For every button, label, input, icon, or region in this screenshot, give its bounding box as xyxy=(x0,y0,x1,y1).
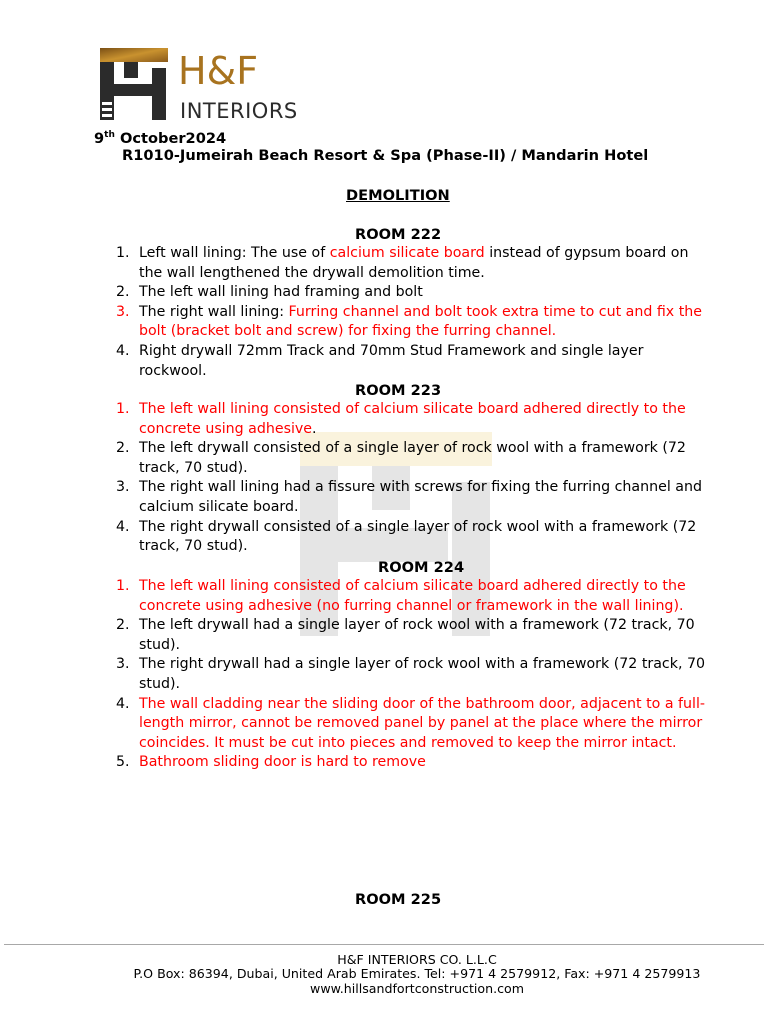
list-number: 5. xyxy=(116,754,130,771)
list-number: 3. xyxy=(116,656,130,673)
document-date: 9th October2024 xyxy=(94,130,227,147)
section-title: DEMOLITION xyxy=(346,187,450,204)
footer-website[interactable]: www.hillsandfortconstruction.com xyxy=(310,980,524,996)
list-item xyxy=(0,342,709,381)
room-heading: ROOM 224 xyxy=(378,559,465,576)
hf-logo-mark xyxy=(98,46,308,122)
list-number: 2. xyxy=(116,284,130,301)
list-item xyxy=(0,303,709,342)
list-number: 1. xyxy=(116,578,130,594)
list-number: 4. xyxy=(116,342,130,359)
list-number: 3. xyxy=(116,479,130,496)
item-text: The right drywall consisted of a single layer of rock wool with a framework (72 track, 70 stud). xyxy=(139,518,697,555)
list-number: 4. xyxy=(116,518,130,535)
highlighted-text: The left wall lining consisted of calcium silicate board adhered directly to the concrete using adhesive (no furring channel or framework in the wall lining). xyxy=(139,578,686,614)
item-text: instead of gypsum board on the wall lengthened the drywall demolition time. xyxy=(139,245,689,281)
list-number: 4. xyxy=(116,695,130,712)
footer-divider xyxy=(4,944,764,945)
list-number: 3. xyxy=(116,303,130,320)
list-number: 1. xyxy=(116,245,130,261)
list-number: 2. xyxy=(116,617,130,634)
list-item xyxy=(0,518,709,557)
footer-address: P.O Box: 86394, Dubai, United Arab Emirates. Tel: +971 4 2579912, Fax: +971 4 2579913 xyxy=(133,966,701,982)
item-text: Left wall lining: The use of xyxy=(139,245,330,261)
list-item xyxy=(0,439,709,478)
highlighted-text: The left wall lining consisted of calcium silicate board adhered directly to the concrete using adhesive xyxy=(139,401,686,437)
logo-wordmark: H&F xyxy=(178,49,259,93)
item-text: The right wall lining had a fissure with screws for fixing the furring channel and calcium silicate board. xyxy=(139,479,702,515)
list-item xyxy=(0,655,709,694)
page-footer xyxy=(0,953,768,996)
list-item xyxy=(0,283,709,303)
item-text: The left drywall consisted of a single layer of rock wool with a framework (72 track, 70 stud). xyxy=(139,440,686,476)
highlighted-text: calcium silicate board xyxy=(329,245,485,261)
room-224-list xyxy=(0,577,709,773)
highlighted-text: The wall cladding near the sliding door of the bathroom door, adjacent to a full-length mirror, cannot be removed panel by panel at the place where the mirror coincides. It must be cut into pieces and removed to keep the mirror intact. xyxy=(139,695,706,751)
list-number: 1. xyxy=(116,401,130,417)
room-heading: ROOM 225 xyxy=(355,891,442,908)
item-text: The left drywall had a single layer of rock wool with a framework (72 track, 70 stud). xyxy=(139,617,695,653)
list-item xyxy=(0,753,709,773)
list-item xyxy=(0,244,709,283)
highlighted-text: Bathroom sliding door is hard to remove xyxy=(139,754,426,771)
list-number: 2. xyxy=(116,440,130,457)
item-text: The right wall lining: xyxy=(139,303,289,320)
project-title: R1010-Jumeirah Beach Resort & Spa (Phase-II) / Mandarin Hotel xyxy=(122,147,649,164)
footer-company: H&F INTERIORS CO. L.L.C xyxy=(337,952,497,967)
company-logo xyxy=(98,46,308,122)
room-heading: ROOM 222 xyxy=(355,226,442,243)
list-item xyxy=(0,400,709,439)
list-item xyxy=(0,695,709,754)
room-223-list xyxy=(0,400,709,557)
highlighted-text: Furring channel and bolt took extra time to cut and fix the bolt (bracket bolt and screw) for fixing the furring channel. xyxy=(139,303,702,340)
list-item xyxy=(0,577,709,616)
logo-subtext: INTERIORS xyxy=(180,99,298,122)
item-text: Right drywall 72mm Track and 70mm Stud Framework and single layer rockwool. xyxy=(139,342,644,379)
room-222-list xyxy=(0,244,709,381)
item-text: . xyxy=(312,420,317,437)
list-item xyxy=(0,478,709,517)
room-heading: ROOM 223 xyxy=(355,382,442,399)
list-item xyxy=(0,616,709,655)
item-text: The right drywall had a single layer of rock wool with a framework (72 track, 70 stud). xyxy=(139,656,706,692)
item-text: The left wall lining had framing and bolt xyxy=(139,284,423,301)
